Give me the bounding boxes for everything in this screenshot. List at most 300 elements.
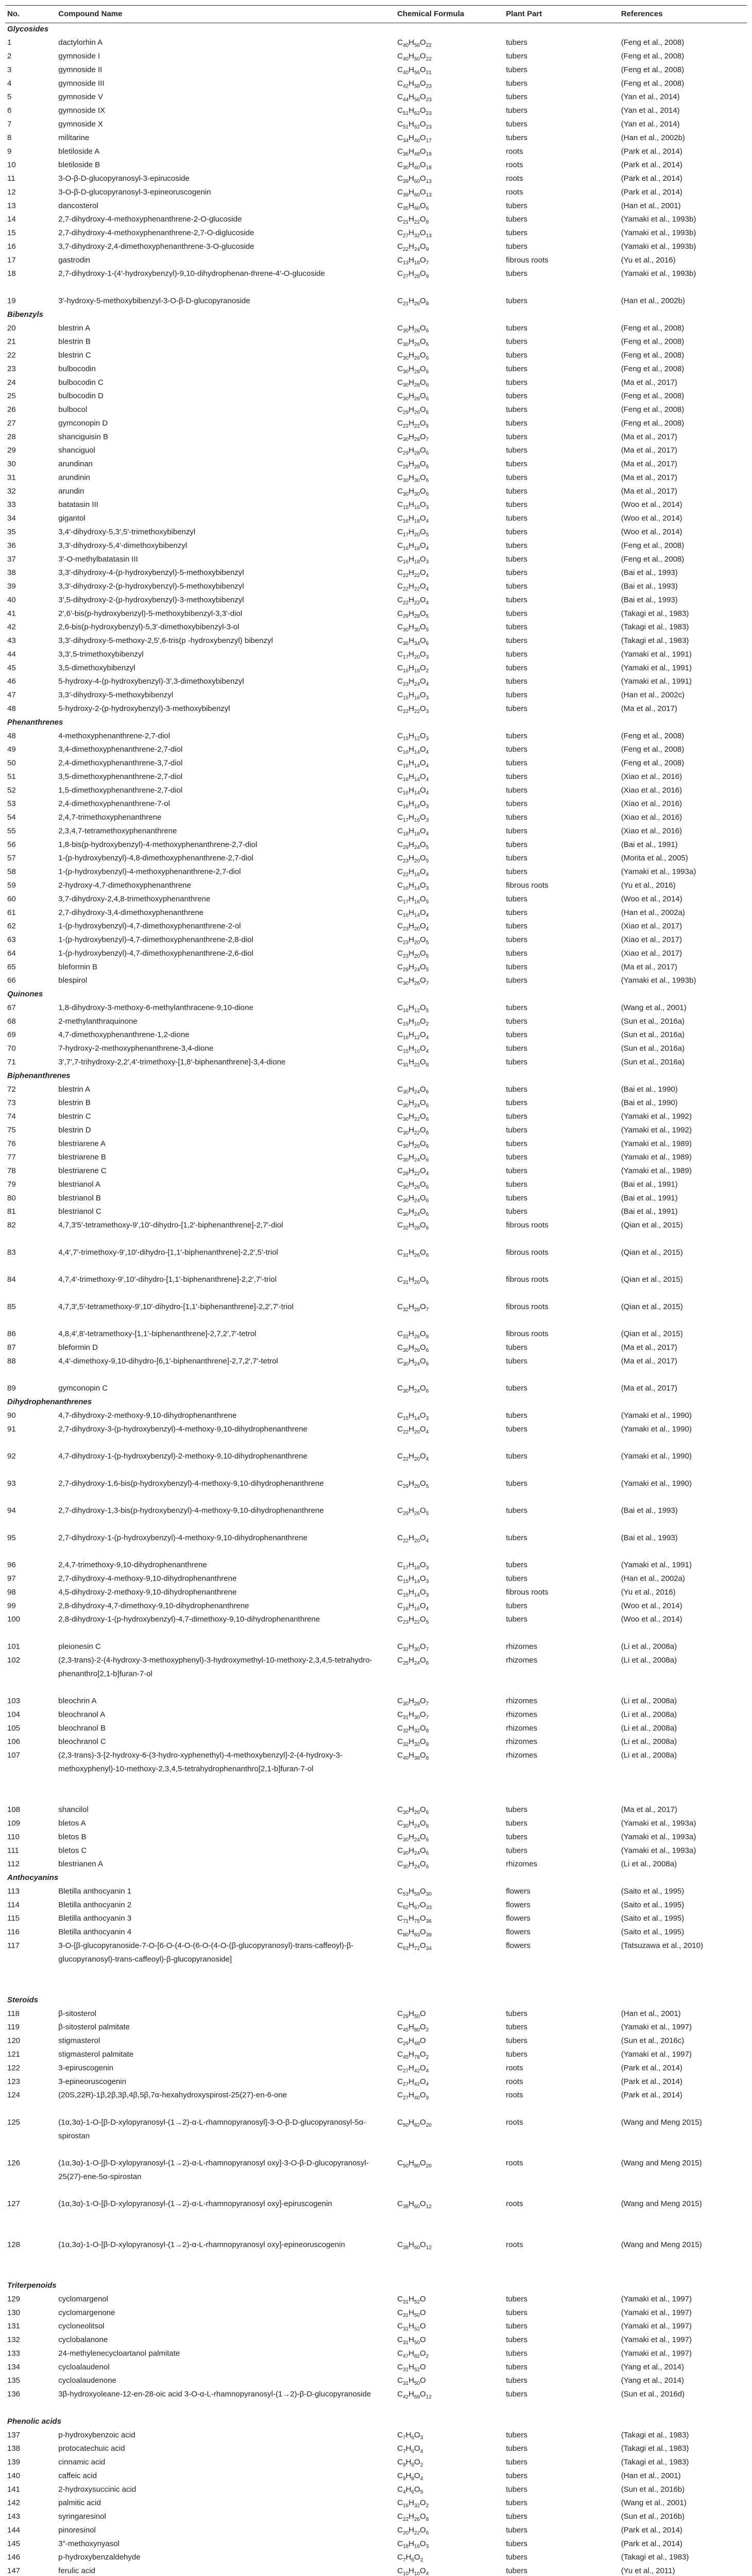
cell-chemical-formula: $C_{30}H_{30}O_5$	[397, 623, 429, 633]
cell-plant-part: tubers	[506, 664, 527, 672]
cell-plant-part: tubers	[506, 1166, 527, 1175]
cell-compound-name: 4,7,4′-trimethoxy-9′,10′-dihydro-[1,1′-biphenanthrene]-2,2′,7′-triol	[58, 1275, 277, 1284]
table-row	[5, 1450, 747, 1477]
cell-reference: (Li et al., 2008a)	[621, 1737, 677, 1747]
cell-compound-name: bulbocodin C	[58, 378, 104, 387]
cell-plant-part: tubers	[506, 2431, 527, 2439]
cell-chemical-formula: $C_{30}H_{24}O_6$	[397, 1357, 429, 1367]
cell-chemical-formula: $C_{29}H_{24}O_5$	[397, 962, 429, 973]
cell-compound-name: bletiloside B	[58, 160, 100, 170]
table-row	[5, 2347, 747, 2360]
cell-compound-name: 3-epiruscogenin	[58, 2063, 114, 2073]
table-row	[5, 117, 747, 131]
table-row	[5, 321, 747, 335]
table-row	[5, 335, 747, 348]
cell-reference: (Yamaki et al., 1993b)	[621, 269, 696, 278]
cell-chemical-formula: $C_{23}H_{24}O_4$	[397, 677, 429, 688]
cell-compound-name: 3-O-β-D-glucopyranosyl-3-epineoruscogenin	[58, 188, 211, 197]
cell-compound-name: 4,7,3′5′-tetramethoxy-9′,10′-dihydro-[1,2′-biphenanthrene]-2,7′-diol	[58, 1221, 283, 1230]
table-row	[5, 1912, 747, 1925]
table-row	[5, 1014, 747, 1028]
cell-no: 91	[7, 1425, 16, 1434]
cell-reference: (Qian et al., 2015)	[621, 1275, 683, 1284]
cell-compound-name: bletos B	[58, 1833, 87, 1841]
table-row	[5, 920, 747, 933]
cell-chemical-formula: $C_{30}H_{22}O_6$	[397, 1126, 429, 1136]
table-row	[5, 946, 747, 960]
cell-compound-name: 2,7-dihydroxy-4-methoxy-9,10-dihydrophenanthrene	[58, 1574, 237, 1583]
table-row	[5, 1898, 747, 1911]
cell-compound-name: 3-O-β-D-glucopyranosyl-3-epirucoside	[58, 174, 190, 183]
cell-plant-part: roots	[506, 188, 523, 197]
cell-reference: (Ma et al., 2017)	[621, 1343, 677, 1352]
cell-reference: (Sun et al., 2016a)	[621, 1044, 685, 1053]
table-row	[5, 756, 747, 770]
table-row	[5, 158, 747, 172]
cell-chemical-formula: $C_{16}H_{18}O_4$	[397, 514, 429, 524]
cell-reference: (Li et al., 2008a)	[621, 1751, 677, 1760]
cell-plant-part: tubers	[506, 799, 527, 808]
cell-chemical-formula: $C_{31}H_{50}O$	[397, 2376, 426, 2387]
cell-chemical-formula: $C_{27}H_{28}O_9$	[397, 269, 429, 280]
cell-chemical-formula: $C_{31}H_{26}O_6$	[397, 1248, 429, 1259]
cell-plant-part: fibrous roots	[506, 881, 549, 890]
section-row	[5, 308, 747, 321]
cell-plant-part: tubers	[506, 1017, 527, 1026]
cell-compound-name: 24-methylenecycloartanol palmitate	[58, 2349, 180, 2358]
cell-no: 39	[7, 582, 16, 591]
cell-no: 128	[7, 2240, 21, 2249]
cell-plant-part: tubers	[506, 419, 527, 428]
cell-plant-part: tubers	[506, 582, 527, 591]
table-row	[5, 2156, 747, 2197]
cell-compound-name: stigmasterol palmitate	[58, 2050, 134, 2059]
cell-plant-part: tubers	[506, 1126, 527, 1134]
cell-no: 96	[7, 1561, 16, 1570]
cell-compound-name: syringaresinol	[58, 2512, 106, 2521]
cell-compound-name: 3,7-dihydroxy-2,4-dimethoxyphenanthrene-3-O-glucoside	[58, 242, 254, 251]
cell-chemical-formula: $C_{34}H_{46}O_{17}$	[397, 133, 432, 144]
cell-reference: (Takagi et al., 1983)	[621, 609, 689, 618]
cell-compound-name: blestriarene A	[58, 1139, 106, 1148]
cell-reference: (Wang and Meng 2015)	[621, 2240, 702, 2249]
cell-reference: (Ma et al., 2017)	[621, 473, 677, 482]
cell-plant-part: tubers	[506, 500, 527, 510]
table-row	[5, 512, 747, 525]
cell-chemical-formula: $C_{23}H_{20}O_4$	[397, 922, 429, 932]
cell-plant-part: tubers	[506, 460, 527, 469]
cell-no: 35	[7, 528, 16, 536]
cell-reference: (Yamaki et al., 1997)	[621, 2295, 692, 2303]
table-row	[5, 607, 747, 620]
cell-compound-name: blestrianol B	[58, 1194, 101, 1202]
cell-compound-name: cinnamic acid	[58, 2458, 106, 2467]
cell-no: 33	[7, 500, 16, 510]
cell-plant-part: tubers	[506, 473, 527, 482]
table-row	[5, 226, 747, 240]
cell-compound-name: p-hydroxybenzoic acid	[58, 2431, 135, 2439]
cell-no: 20	[7, 324, 16, 333]
cell-plant-part: tubers	[506, 2036, 527, 2045]
cell-reference: (Li et al., 2008a)	[621, 1724, 677, 1733]
cell-no: 142	[7, 2498, 21, 2507]
cell-no: 132	[7, 2335, 21, 2344]
cell-reference: (Li et al., 2008a)	[621, 1656, 677, 1665]
cell-compound-name: 4,8,4′,8′-tetramethoxy-[1,1′-biphenanthrene]-2,7,2′,7′-tetrol	[58, 1329, 257, 1338]
cell-chemical-formula: $C_{32}H_{30}O_7$	[397, 1642, 429, 1653]
cell-compound-name: blestrin C	[58, 351, 91, 360]
cell-compound-name: bletos C	[58, 1846, 87, 1855]
cell-chemical-formula: $C_{31}H_{50}O$	[397, 2335, 426, 2346]
cell-reference: (Xiao et al., 2016)	[621, 786, 682, 795]
cell-chemical-formula: $C_{16}H_{14}O_3$	[397, 881, 429, 891]
cell-chemical-formula: $C_{45}H_{78}O_2$	[397, 2050, 429, 2060]
cell-reference: (Bai et al., 1991)	[621, 1180, 678, 1189]
cell-reference: (Han et al., 2002a)	[621, 908, 685, 917]
cell-compound-name: 3,4-dimethoxyphenanthrene-2,7-diol	[58, 745, 183, 754]
cell-reference: (Yamaki et al., 1997)	[621, 2050, 692, 2059]
cell-no: 113	[7, 1887, 20, 1896]
cell-compound-name: bleochrin A	[58, 1697, 97, 1705]
cell-plant-part: tubers	[506, 1574, 527, 1583]
table-row	[5, 634, 747, 647]
table-row	[5, 824, 747, 838]
cell-plant-part: tubers	[506, 1085, 527, 1094]
table-row	[5, 525, 747, 538]
table-row	[5, 77, 747, 90]
cell-chemical-formula: $C_{18}H_{18}O_4$	[397, 826, 429, 837]
cell-reference: (Takagi et al., 1983)	[621, 623, 689, 632]
cell-plant-part: fibrous roots	[506, 1302, 549, 1311]
cell-reference: (Han et al., 2002b)	[621, 296, 685, 306]
table-row	[5, 593, 747, 606]
table-row	[5, 770, 747, 783]
cell-chemical-formula: $C_{16}H_{18}O_2$	[397, 664, 429, 674]
cell-reference: (Yamaki et al., 1991)	[621, 664, 692, 672]
cell-reference: (Qian et al., 2015)	[621, 1302, 683, 1311]
cell-reference: (Sun et al., 2016b)	[621, 2512, 685, 2521]
cell-reference: (Bai et al., 1990)	[621, 1085, 678, 1094]
table-row	[5, 2292, 747, 2306]
cell-compound-name: 1-(p-hydroxybenzyl)-4,8-dimethoxyphenanthrene-2,7-diol	[58, 854, 253, 863]
cell-compound-name: blestrin D	[58, 1126, 91, 1134]
cell-reference: (Bai et al., 1993)	[621, 596, 678, 604]
cell-plant-part: rhizomes	[506, 1751, 538, 1760]
cell-chemical-formula: $C_{30}H_{26}O_6$	[397, 337, 429, 348]
cell-chemical-formula: $C_{31}H_{52}O$	[397, 2363, 426, 2373]
table-row	[5, 1137, 747, 1150]
cell-chemical-formula: $C_{29}H_{48}O$	[397, 2036, 426, 2047]
cell-no: 93	[7, 1479, 16, 1488]
cell-reference: (Feng et al., 2008)	[621, 79, 685, 88]
cell-chemical-formula: $C_{50}H_{82}O_{20}$	[397, 2118, 432, 2128]
cell-plant-part: tubers	[506, 38, 527, 47]
cell-reference: (Li et al., 2008a)	[621, 1642, 677, 1651]
cell-no: 125	[7, 2118, 21, 2127]
cell-reference: (Sun et al., 2016d)	[621, 2389, 685, 2399]
table-row	[5, 348, 747, 362]
cell-chemical-formula: $C_{30}H_{28}O_7$	[397, 432, 429, 443]
cell-reference: (Park et al., 2014)	[621, 2539, 682, 2548]
cell-compound-name: gymconopin C	[58, 1384, 108, 1393]
cell-no: 115	[7, 1914, 20, 1923]
cell-compound-name: blestrin C	[58, 1112, 91, 1121]
cell-plant-part: tubers	[506, 1180, 527, 1189]
cell-compound-name: 2-methylanthraquinone	[58, 1017, 138, 1026]
cell-no: 85	[7, 1302, 16, 1311]
cell-plant-part: tubers	[506, 2295, 527, 2303]
cell-reference: (Saito et al., 1995)	[621, 1914, 685, 1923]
cell-no: 18	[7, 269, 16, 278]
table-row	[5, 2374, 747, 2387]
section-label: Bibenzyls	[7, 310, 44, 319]
cell-reference: (Woo et al., 2014)	[621, 1601, 682, 1611]
cell-chemical-formula: $C_{30}H_{24}O_6$	[397, 1833, 429, 1843]
table-row	[5, 552, 747, 566]
cell-no: 5	[7, 93, 12, 101]
cell-chemical-formula: $C_{30}H_{24}O_6$	[397, 1085, 429, 1095]
table-row	[5, 2319, 747, 2333]
cell-chemical-formula: $C_{21}H_{26}O_8$	[397, 296, 429, 307]
table-header-row	[5, 5, 747, 22]
cell-compound-name: Bletilla anthocyanin 4	[58, 1927, 132, 1937]
cell-reference: (Park et al., 2014)	[621, 188, 682, 197]
cell-no: 12	[7, 188, 16, 197]
cell-reference: (Woo et al., 2014)	[621, 500, 682, 510]
cell-chemical-formula: $C_{29}H_{28}O_6$	[397, 460, 429, 470]
cell-reference: (Takagi et al., 1983)	[621, 636, 689, 645]
table-row	[5, 974, 747, 987]
header-plant-part: Plant Part	[506, 9, 542, 18]
section-label: Quinones	[7, 990, 43, 998]
cell-no: 83	[7, 1248, 16, 1257]
table-row	[5, 1694, 747, 1707]
cell-plant-part: tubers	[506, 2389, 527, 2399]
cell-reference: (Feng et al., 2008)	[621, 392, 685, 401]
table-row	[5, 2428, 747, 2442]
cell-plant-part: flowers	[506, 1887, 531, 1896]
cell-reference: (Takagi et al., 1983)	[621, 2431, 689, 2439]
cell-no: 57	[7, 854, 16, 863]
cell-no: 29	[7, 446, 16, 455]
table-row	[5, 1531, 747, 1558]
cell-chemical-formula: $C_9H_8O_4$	[397, 2471, 423, 2482]
cell-no: 32	[7, 487, 16, 496]
cell-chemical-formula: $C_{30}H_{28}O_7$	[397, 1697, 429, 1707]
table-row	[5, 2483, 747, 2496]
cell-reference: (Yamaki et al., 1990)	[621, 1425, 692, 1434]
cell-reference: (Yamaki et al., 1993a)	[621, 1819, 696, 1828]
cell-compound-name: 2,4-dimethoxyphenanthrene-7-ol	[58, 799, 170, 808]
cell-compound-name: (2,3-trans)-2-(4-hydroxy-3-methoxyphenyl)-3-hydroxymethyl-10-methoxy-2,3,4,5-tetrahydro-phenanthro[2,1-b]furan-7-ol	[58, 1656, 372, 1679]
cell-reference: (Park et al., 2014)	[621, 160, 682, 170]
cell-no: 87	[7, 1343, 16, 1352]
cell-plant-part: rhizomes	[506, 1724, 538, 1733]
table-row	[5, 906, 747, 919]
table-row	[5, 294, 747, 308]
cell-chemical-formula: $C_{16}H_{16}O_4$	[397, 1601, 429, 1612]
cell-chemical-formula: $C_{29}H_{28}O_5$	[397, 609, 429, 620]
cell-compound-name: gigantol	[58, 514, 86, 523]
cell-plant-part: tubers	[506, 690, 527, 700]
cell-no: 86	[7, 1329, 16, 1338]
cell-reference: (Sun et al., 2016a)	[621, 1017, 685, 1026]
cell-reference: (Woo et al., 2014)	[621, 514, 682, 523]
section-row	[5, 716, 747, 729]
cell-reference: (Woo et al., 2014)	[621, 1615, 682, 1624]
table-row	[5, 539, 747, 552]
cell-reference: (Sun et al., 2016a)	[621, 1058, 685, 1066]
cell-no: 77	[7, 1153, 16, 1162]
cell-plant-part: tubers	[506, 1139, 527, 1148]
cell-no: 120	[7, 2036, 21, 2045]
cell-compound-name: arundinin	[58, 473, 91, 482]
cell-reference: (Yu et al., 2011)	[621, 2566, 675, 2575]
cell-chemical-formula: $C_{29}H_{26}O_5$	[397, 1479, 429, 1489]
cell-plant-part: tubers	[506, 867, 527, 876]
table-row	[5, 797, 747, 810]
cell-chemical-formula: $C_{30}H_{24}O_6$	[397, 1846, 429, 1857]
cell-compound-name: 3,5-dimethoxybibenzyl	[58, 664, 135, 672]
cell-plant-part: tubers	[506, 1343, 527, 1352]
cell-chemical-formula: $C_{23}H_{20}O_5$	[397, 935, 429, 946]
cell-no: 41	[7, 609, 16, 618]
cell-reference: (Bai et al., 1993)	[621, 568, 678, 578]
cell-no: 121	[7, 2050, 21, 2059]
cell-plant-part: tubers	[506, 1384, 527, 1393]
cell-no: 22	[7, 351, 16, 360]
table-row	[5, 1354, 747, 1382]
table-row	[5, 2238, 747, 2279]
cell-plant-part: tubers	[506, 228, 527, 238]
cell-reference: (Yamaki et al., 1991)	[621, 1561, 692, 1570]
cell-chemical-formula: $C_{44}H_{56}O_{23}$	[397, 93, 432, 103]
cell-plant-part: tubers	[506, 840, 527, 849]
cell-no: 109	[7, 1819, 21, 1828]
cell-no: 61	[7, 908, 16, 917]
cell-chemical-formula: $C_{36}H_{48}O_{19}$	[397, 147, 432, 158]
cell-no: 76	[7, 1139, 16, 1148]
cell-compound-name: 2,6-bis(p-hydroxybenzyl)-5,3′-dimethoxybibenzyl-3-ol	[58, 623, 240, 632]
cell-no: 31	[7, 473, 16, 482]
table-row	[5, 2387, 747, 2415]
cell-reference: (Han et al., 2002a)	[621, 1574, 685, 1583]
table-row	[5, 960, 747, 974]
table-row	[5, 1925, 747, 1939]
cell-plant-part: tubers	[506, 1533, 527, 1543]
cell-reference: (Ma et al., 2017)	[621, 378, 677, 387]
cell-no: 122	[7, 2063, 21, 2073]
cell-compound-name: bleformin B	[58, 962, 98, 972]
table-row	[5, 1205, 747, 1218]
cell-compound-name: 3,3′-dihydroxy-5-methoxy-2,5′,6-tris(p -hydroxybenzyl) bibenzyl	[58, 636, 273, 645]
cell-plant-part: flowers	[506, 1927, 531, 1937]
cell-no: 106	[7, 1737, 21, 1747]
cell-no: 66	[7, 976, 16, 985]
table-row	[5, 267, 747, 294]
cell-plant-part: tubers	[506, 2458, 527, 2467]
cell-no: 43	[7, 636, 16, 645]
cell-chemical-formula: $C_{23}H_{22}O_5$	[397, 1615, 429, 1625]
table-row	[5, 1585, 747, 1599]
cell-plant-part: tubers	[506, 813, 527, 822]
cell-compound-name: arundin	[58, 487, 84, 496]
cell-reference: (Xiao et al., 2016)	[621, 813, 682, 822]
cell-compound-name: blestrin B	[58, 337, 91, 346]
cell-compound-name: 4,7-dihydroxy-1-(p-hydroxybenzyl)-2-methoxy-9,10-dihydrophenanthrene	[58, 1452, 307, 1461]
table-row	[5, 457, 747, 471]
cell-chemical-formula: $C_{16}H_{32}O_2$	[397, 2498, 429, 2509]
cell-plant-part: tubers	[506, 636, 527, 645]
cell-compound-name: 4,7,3′,5′-tetramethoxy-9′,10′-dihydro-[1,1′-biphenanthrene]-2,2′,7′-triol	[58, 1302, 294, 1311]
table-row	[5, 2333, 747, 2346]
cell-reference: (Li et al., 2008a)	[621, 1710, 677, 1719]
cell-no: 50	[7, 758, 16, 768]
cell-reference: (Yamaki et al., 1997)	[621, 2335, 692, 2344]
cell-compound-name: bleformin D	[58, 1343, 98, 1352]
cell-reference: (Feng et al., 2008)	[621, 351, 685, 360]
cell-compound-name: stigmasterol	[58, 2036, 100, 2045]
cell-compound-name: Bletilla anthocyanin 1	[58, 1887, 132, 1896]
table-row	[5, 1572, 747, 1585]
cell-chemical-formula: $C_{29}H_{26}O_6$	[397, 405, 429, 416]
cell-no: 130	[7, 2308, 21, 2317]
cell-plant-part: tubers	[506, 52, 527, 61]
cell-compound-name: gymnoside X	[58, 120, 104, 129]
cell-plant-part: tubers	[506, 935, 527, 944]
cell-no: 8	[7, 133, 12, 142]
cell-compound-name: gastrodin	[58, 256, 91, 265]
cell-no: 95	[7, 1533, 16, 1543]
cell-chemical-formula: $C_{18}H_{16}O_3$	[397, 2539, 429, 2550]
cell-compound-name: 2,4,7-trimethoxy-9,10-dihydrophenanthrene	[58, 1561, 207, 1570]
cell-chemical-formula: $C_{15}H_{10}O_4$	[397, 1044, 429, 1055]
cell-chemical-formula: $C_{17}H_{16}O_5$	[397, 894, 429, 905]
cell-chemical-formula: $C_{27}H_{42}O_4$	[397, 2077, 429, 2088]
cell-chemical-formula: $C_{29}H_{50}O$	[397, 2009, 426, 2020]
table-row	[5, 933, 747, 946]
cell-compound-name: bletos A	[58, 1819, 86, 1828]
cell-reference: (Yamaki et al., 1997)	[621, 2321, 692, 2331]
cell-chemical-formula: $C_{47}H_{82}O_2$	[397, 2349, 429, 2360]
cell-plant-part: tubers	[506, 120, 527, 129]
cell-no: 64	[7, 949, 16, 958]
table-row	[5, 90, 747, 104]
cell-reference: (Wang and Meng 2015)	[621, 2159, 702, 2167]
cell-compound-name: shanciguol	[58, 446, 96, 455]
cell-no: 107	[7, 1751, 21, 1760]
table-row	[5, 810, 747, 824]
cell-no: 129	[7, 2295, 21, 2303]
cell-compound-name: 4,4′-dimethoxy-9,10-dihydro-[6,1′-biphenanthrene]-2,7,2′,7′-tetrol	[58, 1357, 278, 1366]
cell-no: 67	[7, 1003, 16, 1012]
cell-no: 49	[7, 745, 16, 754]
cell-compound-name: dactylorhin A	[58, 38, 103, 47]
cell-chemical-formula: $C_{22}H_{22}O_4$	[397, 582, 429, 592]
cell-compound-name: 2-hydroxy-4,7-dimethoxyphenanthrene	[58, 881, 191, 890]
table-row	[5, 1504, 747, 1531]
table-row	[5, 784, 747, 797]
cell-reference: (Yu et al., 2016)	[621, 1588, 676, 1597]
cell-no: 92	[7, 1452, 16, 1461]
cell-compound-name: bletiloside A	[58, 147, 100, 156]
cell-chemical-formula: $C_{38}H_{60}O_{12}$	[397, 2199, 432, 2210]
cell-reference: (Han et al., 2001)	[621, 201, 681, 210]
cell-compound-name: blestrianen A	[58, 1859, 104, 1869]
header-no: No.	[7, 9, 20, 18]
section-label: Triterpenoids	[7, 2281, 57, 2290]
table-row	[5, 498, 747, 512]
